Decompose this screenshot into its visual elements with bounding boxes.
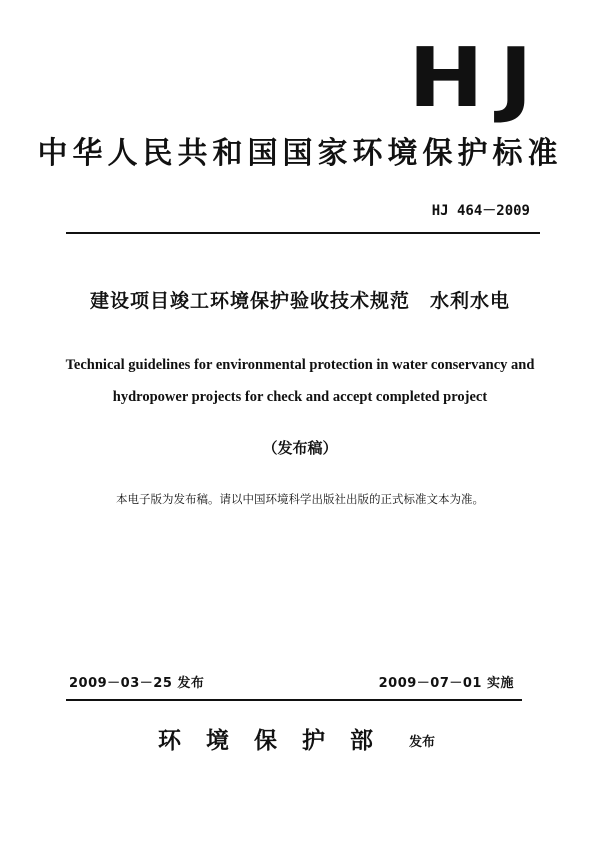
top-divider: [66, 232, 540, 234]
chinese-title: [0, 286, 600, 313]
english-title-line2: hydropower projects for check and accept completed project: [112, 389, 488, 405]
edition-note: 本电子版为发布稿。请以中国环境科学出版社出版的正式标准文本为准。: [116, 492, 484, 506]
chinese-title-sub: 水利水电: [430, 290, 511, 312]
effective-date: 2009－07－01 实施: [378, 676, 514, 691]
standard-number: HJ 464－2009: [431, 203, 530, 219]
release-date: 2009－03－25 发布: [69, 676, 205, 691]
issuer-suffix: 发布: [409, 735, 436, 750]
english-title-line1: Technical guidelines for environmental protection in water conservancy and: [65, 357, 535, 373]
organization-title: 中华人民共和国国家环境保护标准: [37, 136, 563, 171]
hj-logo: HJ: [408, 31, 548, 126]
issuer-name: 环境保护部: [158, 728, 398, 754]
draft-label: （发布稿）: [262, 439, 338, 457]
bottom-divider: [66, 699, 522, 701]
chinese-title-main: 建设项目竣工环境保护验收技术规范: [89, 290, 410, 312]
